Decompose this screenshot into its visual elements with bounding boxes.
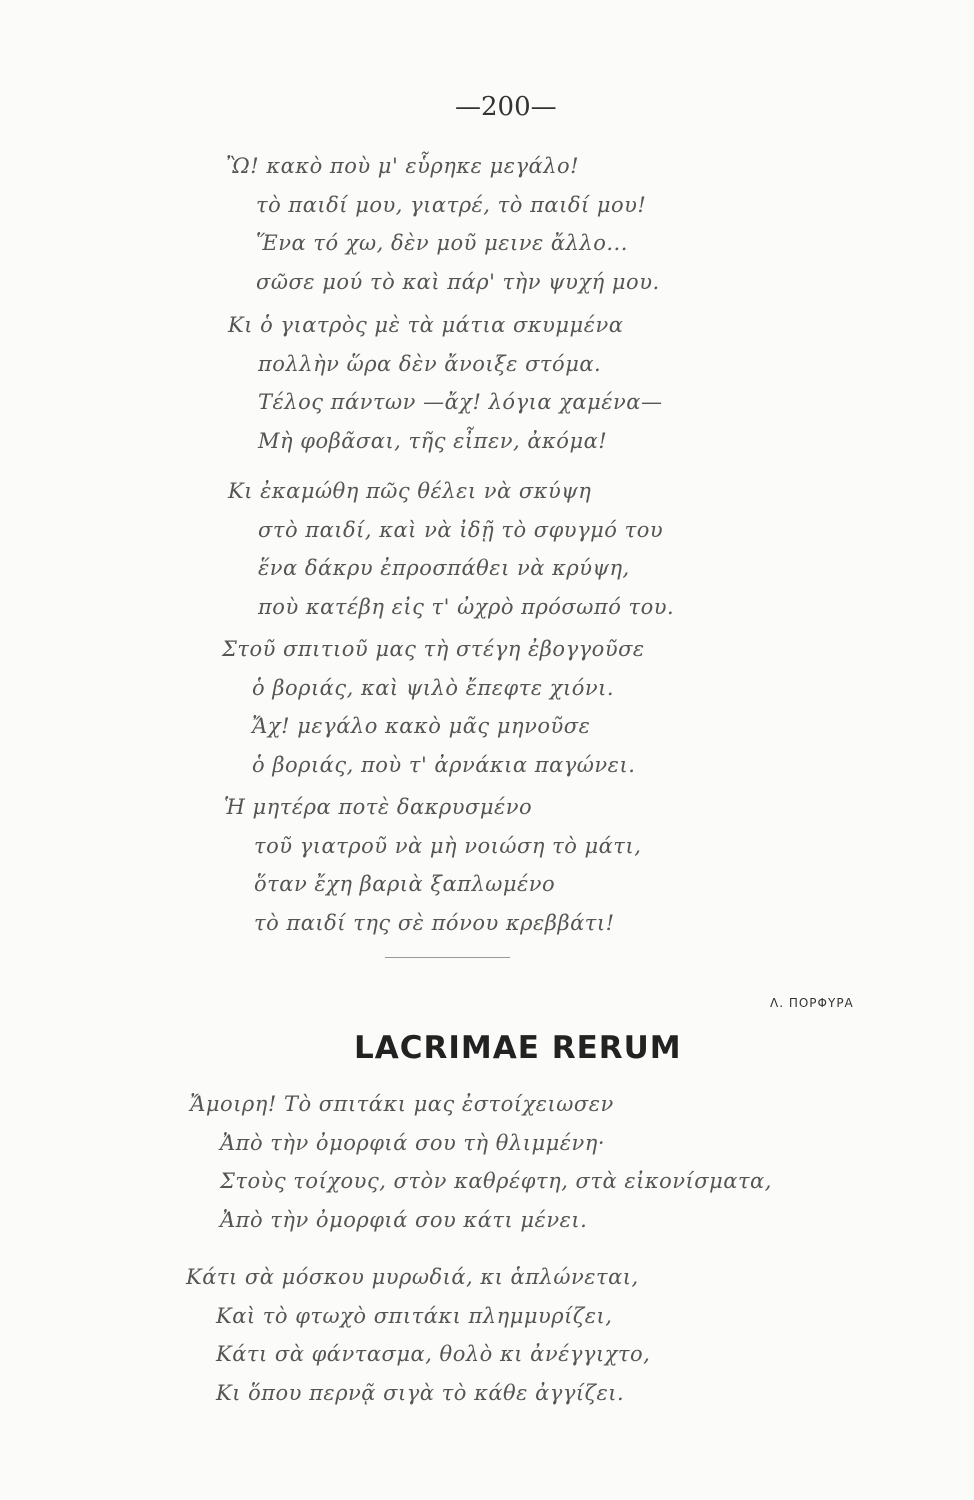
poem1-stanza-4 [222,630,645,784]
poem-line: Στοὺς τοίχους, στὸν καθρέφτη, στὰ εἰκονίσματα, [220,1169,772,1193]
poem-line: Κι ὁ γιατρὸς μὲ τὰ μάτια σκυμμένα [228,313,624,337]
poem-line: Κάτι σὰ μόσκου μυρωδιά, κι ἁπλώνεται, [186,1265,639,1289]
author-signature: Λ. ΠΟΡΦΥΡΑ [770,996,854,1010]
poem-line: Μὴ φοβᾶσαι, τῆς εἶπεν, ἀκόμα! [258,428,608,453]
poem-line: ποὺ κατέβη εἰς τ' ὠχρὸ πρόσωπό του. [258,594,675,619]
poem1-stanza-1 [226,147,660,301]
poem1-stanza-2 [228,306,662,460]
poem-line: Κάτι σὰ φάντασμα, θολὸ κι ἀνέγγιχτο, [216,1342,651,1366]
poem-line: Ἄμοιρη! Τὸ σπιτάκι μας ἐστοίχειωσεν [190,1092,614,1116]
poem-line: πολλὴν ὥρα δὲν ἄνοιξε στόμα. [258,351,602,376]
poem-line: Κι ὅπου περνᾷ σιγὰ τὸ κάθε ἀγγίζει. [216,1380,625,1405]
poem-line: ὁ βοριάς, ποὺ τ' ἀρνάκια παγώνει. [252,752,636,777]
poem-line: Ἡ μητέρα ποτὲ δακρυσμένο [224,795,533,819]
poem-line: Ἀπὸ τὴν ὀμορφιά σου τὴ θλιμμένη· [220,1130,606,1155]
poem2-stanza-1 [190,1085,772,1239]
poem-line: Στοῦ σπιτιοῦ μας τὴ στέγη ἐβογγοῦσε [222,637,645,661]
section-divider [385,957,510,958]
poem-line: ὁ βοριάς, καὶ ψιλὸ ἔπεφτε χιόνι. [252,675,615,700]
poem-line: ὅταν ἔχη βαριὰ ξαπλωμένο [254,872,556,896]
poem-line: στὸ παιδί, καὶ νὰ ἰδῇ τὸ σφυγμό του [258,517,664,542]
poem-title: LACRIMAE RERUM [354,1030,682,1066]
poem-line: σῶσε μού τὸ καὶ πάρ' τὴν ψυχή μου. [256,269,660,294]
poem-line: τοῦ γιατροῦ νὰ μὴ νοιώση τὸ μάτι, [254,833,642,858]
poem-line: τὸ παιδί της σὲ πόνου κρεββάτι! [254,910,615,935]
poem-line: Ἕνα τό χω, δὲν μοῦ μεινε ἄλλο... [256,231,628,255]
poem-line: Ἀπὸ τὴν ὀμορφιά σου κάτι μένει. [220,1207,588,1232]
poem2-stanza-2 [186,1258,650,1412]
poem-line: τὸ παιδί μου, γιατρέ, τὸ παιδί μου! [256,192,647,217]
poem-line: Καὶ τὸ φτωχὸ σπιτάκι πλημμυρίζει, [216,1303,613,1328]
poem-line: Τέλος πάντων —ἄχ! λόγια χαμένα— [258,390,663,414]
poem-line: ἕνα δάκρυ ἐπροσπάθει νὰ κρύψη, [258,556,630,580]
poem1-stanza-5 [224,788,641,942]
poem-line: Ἄχ! μεγάλο κακὸ μᾶς μηνοῦσε [252,714,591,738]
poem-line: Κι ἐκαμώθη πῶς θέλει νὰ σκύψη [228,479,592,503]
poem-line: Ὢ! κακὸ ποὺ μ' εὗρηκε μεγάλο! [226,154,580,178]
poem1-stanza-3 [228,472,674,626]
page-number: —200— [455,92,557,122]
